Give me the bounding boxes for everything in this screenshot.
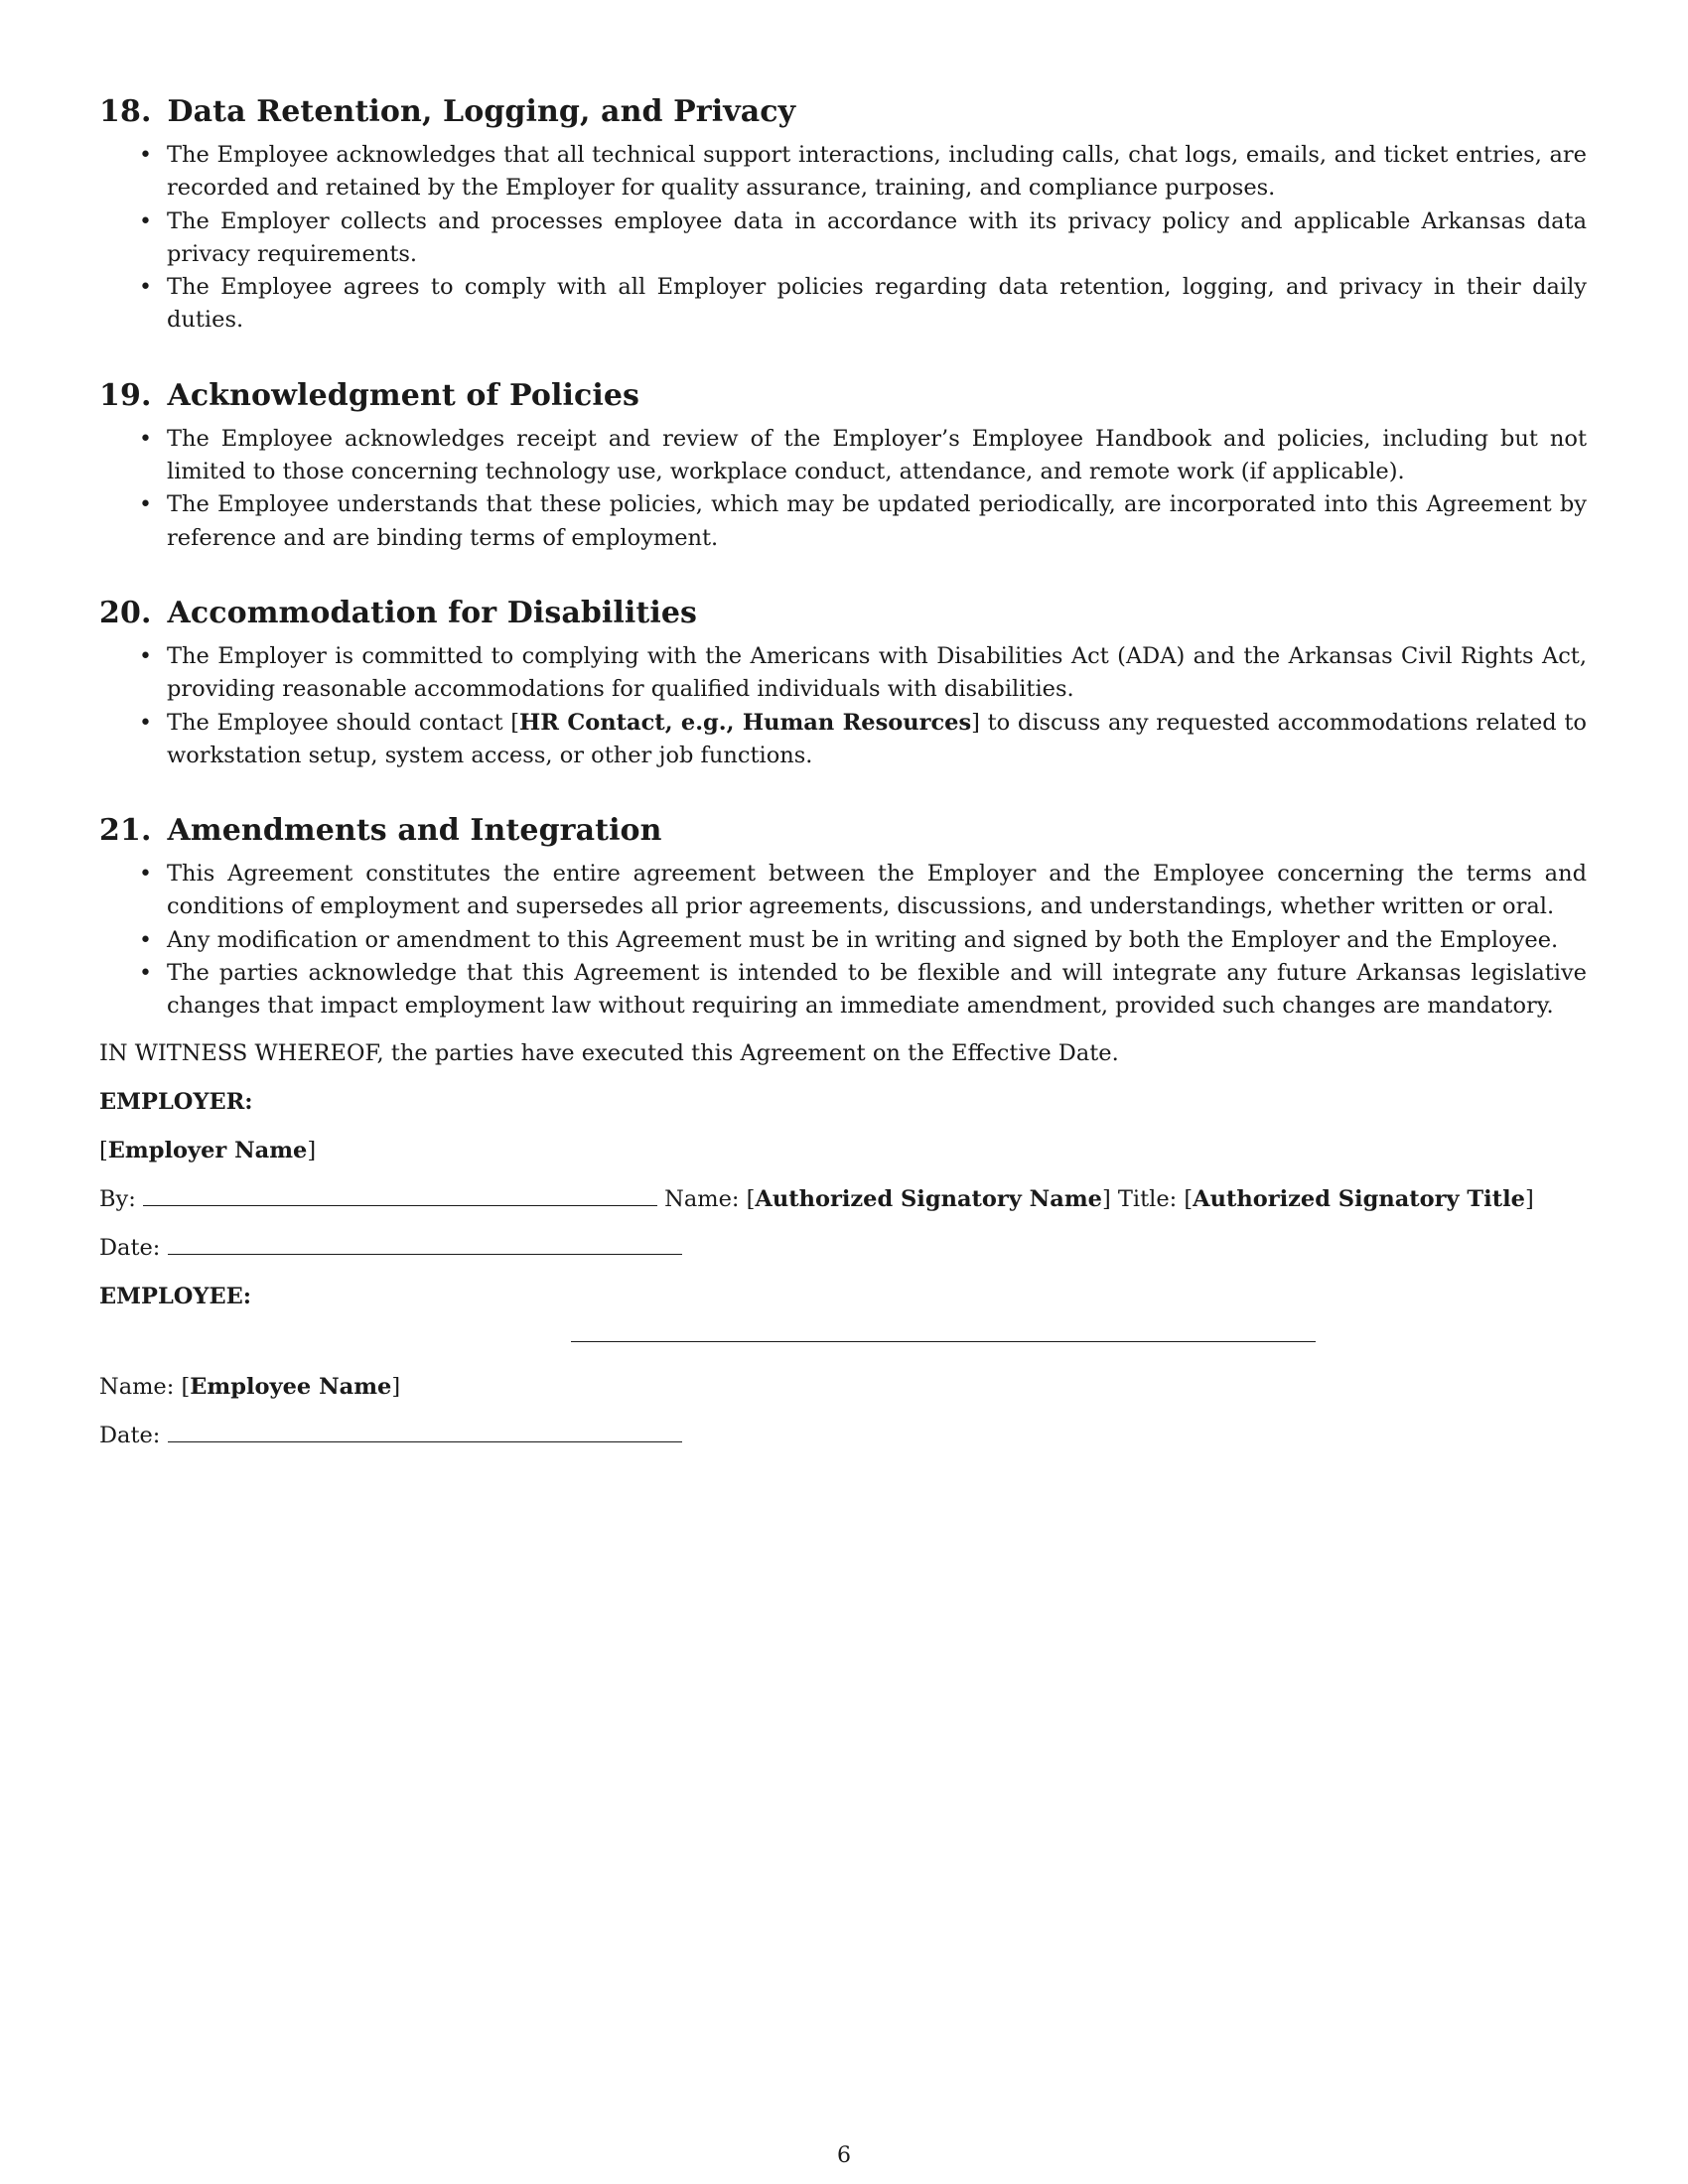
section-heading [99,91,1587,133]
date-label: Date: [99,1234,161,1261]
contact-before: The Employee should contact [167,709,511,736]
list-item-text: The Employee acknowledges receipt and review of the Employer’s Employee Handbook and policies, including but not limited to those concerning technology use, workplace conduct, attendance, and remote work (if applicable). [167,425,1587,485]
section-title: Amendments and Integration [167,813,662,849]
bullet-icon: • [139,208,152,234]
page-number: 6 [837,2143,851,2168]
employee-date-line [99,1420,1587,1452]
bracket-open: [ [510,709,520,736]
employee-signature-area [99,1313,1587,1365]
list-item [139,139,1587,205]
employee-heading: EMPLOYEE: [99,1283,252,1309]
signatory-title-placeholder: Authorized Signatory Title [1193,1185,1525,1212]
title-label: Title: [1117,1185,1178,1212]
list-item [139,858,1587,924]
section-21 [99,810,1587,1023]
bullet-icon: • [139,927,152,953]
list-item [139,957,1587,1024]
section-19 [99,375,1587,555]
bullet-icon: • [139,143,152,168]
section-number: 21. [99,813,152,849]
bullet-list [99,858,1587,1023]
bullet-list [99,139,1587,338]
list-item-text: The Employer is committed to complying with the Americans with Disabilities Act (ADA) and the Arkansas Civil Rights Act, providing reasonable accommodations for qualified individuals with disabilities. [167,642,1587,703]
employer-name-placeholder: Employer Name [107,1137,308,1163]
list-item [139,205,1587,272]
section-number: 18. [99,94,152,129]
name-label: Name: [99,1373,175,1400]
bullet-list [99,640,1587,772]
employer-signature-field[interactable] [143,1183,657,1206]
section-title: Data Retention, Logging, and Privacy [167,94,796,129]
bullet-icon: • [139,643,152,669]
employer-date-field[interactable] [168,1232,682,1255]
hr-contact-placeholder: HR Contact, e.g., Human Resources [519,709,972,736]
list-item-text: This Agreement constitutes the entire agreement between the Employer and the Employee concerning the terms and conditions of employment and supersedes all prior agreements, discussions, and understandings, whether written or oral. [167,861,1587,920]
list-item-text: The Employee agrees to comply with all Employer policies regarding data retention, logging, and privacy in their daily duties. [167,274,1587,334]
employee-name-placeholder: Employee Name [190,1373,392,1400]
list-item-text: The parties acknowledge that this Agreement is intended to be flexible and will integrate any future Arkansas legislative changes that impact employment law without requiring an immediate amendment, provided such changes are mandatory. [167,960,1587,1020]
bracket-close: ] [971,709,980,736]
employee-name-line: Name: [Employee Name] [99,1373,401,1400]
section-heading [99,810,1587,852]
employee-date-field[interactable] [168,1420,682,1442]
list-item-text: The Employee acknowledges that all technical support interactions, including calls, chat logs, emails, and ticket entries, are recorded and retained by the Employer for quality assurance, training, and compliance purposes. [167,142,1587,202]
bullet-icon: • [139,862,152,887]
contact-after: to discuss any requested accommodations related to workstation setup, system access, or other job functions. [167,709,1587,768]
section-heading [99,593,1587,634]
list-item-text: The Employer collects and processes employee data in accordance with its privacy policy and applicable Arkansas data privacy requirements. [167,207,1587,267]
signatory-name-placeholder: Authorized Signatory Name [755,1185,1102,1212]
employee-signature-field[interactable] [571,1341,1316,1342]
section-title: Acknowledgment of Policies [167,377,640,413]
list-item [139,423,1587,489]
document-page [99,91,1587,1452]
employer-name-line: [Employer Name] [99,1137,317,1163]
witness-statement: IN WITNESS WHEREOF, the parties have executed this Agreement on the Effective Date. [99,1039,1119,1066]
list-item-text: The Employee understands that these policies, which may be updated periodically, are incorporated into this Agreement by reference and are binding terms of employment. [167,491,1587,551]
employer-date-line [99,1232,1587,1265]
bullet-icon: • [139,275,152,301]
bullet-icon: • [139,710,152,736]
bullet-icon: • [139,961,152,987]
name-label: Name: [664,1185,740,1212]
bullet-icon: • [139,492,152,518]
section-18 [99,91,1587,338]
section-number: 20. [99,595,152,630]
section-heading [99,375,1587,417]
list-item [139,488,1587,555]
employer-signature-line: By: Name: [Authorized Signatory Name] Title: [Authorized Signatory Title] [99,1183,1587,1216]
employer-heading: EMPLOYER: [99,1088,253,1115]
section-20 [99,593,1587,772]
section-number: 19. [99,377,152,413]
list-item [139,924,1587,957]
bullet-icon: • [139,426,152,452]
list-item [139,707,1587,773]
list-item [139,271,1587,338]
date-label: Date: [99,1422,161,1448]
list-item [139,640,1587,707]
by-label: By: [99,1185,136,1212]
list-item-text: Any modification or amendment to this Agreement must be in writing and signed by both the Employer and the Employee. [167,926,1559,953]
bullet-list [99,423,1587,555]
section-title: Accommodation for Disabilities [167,595,698,630]
